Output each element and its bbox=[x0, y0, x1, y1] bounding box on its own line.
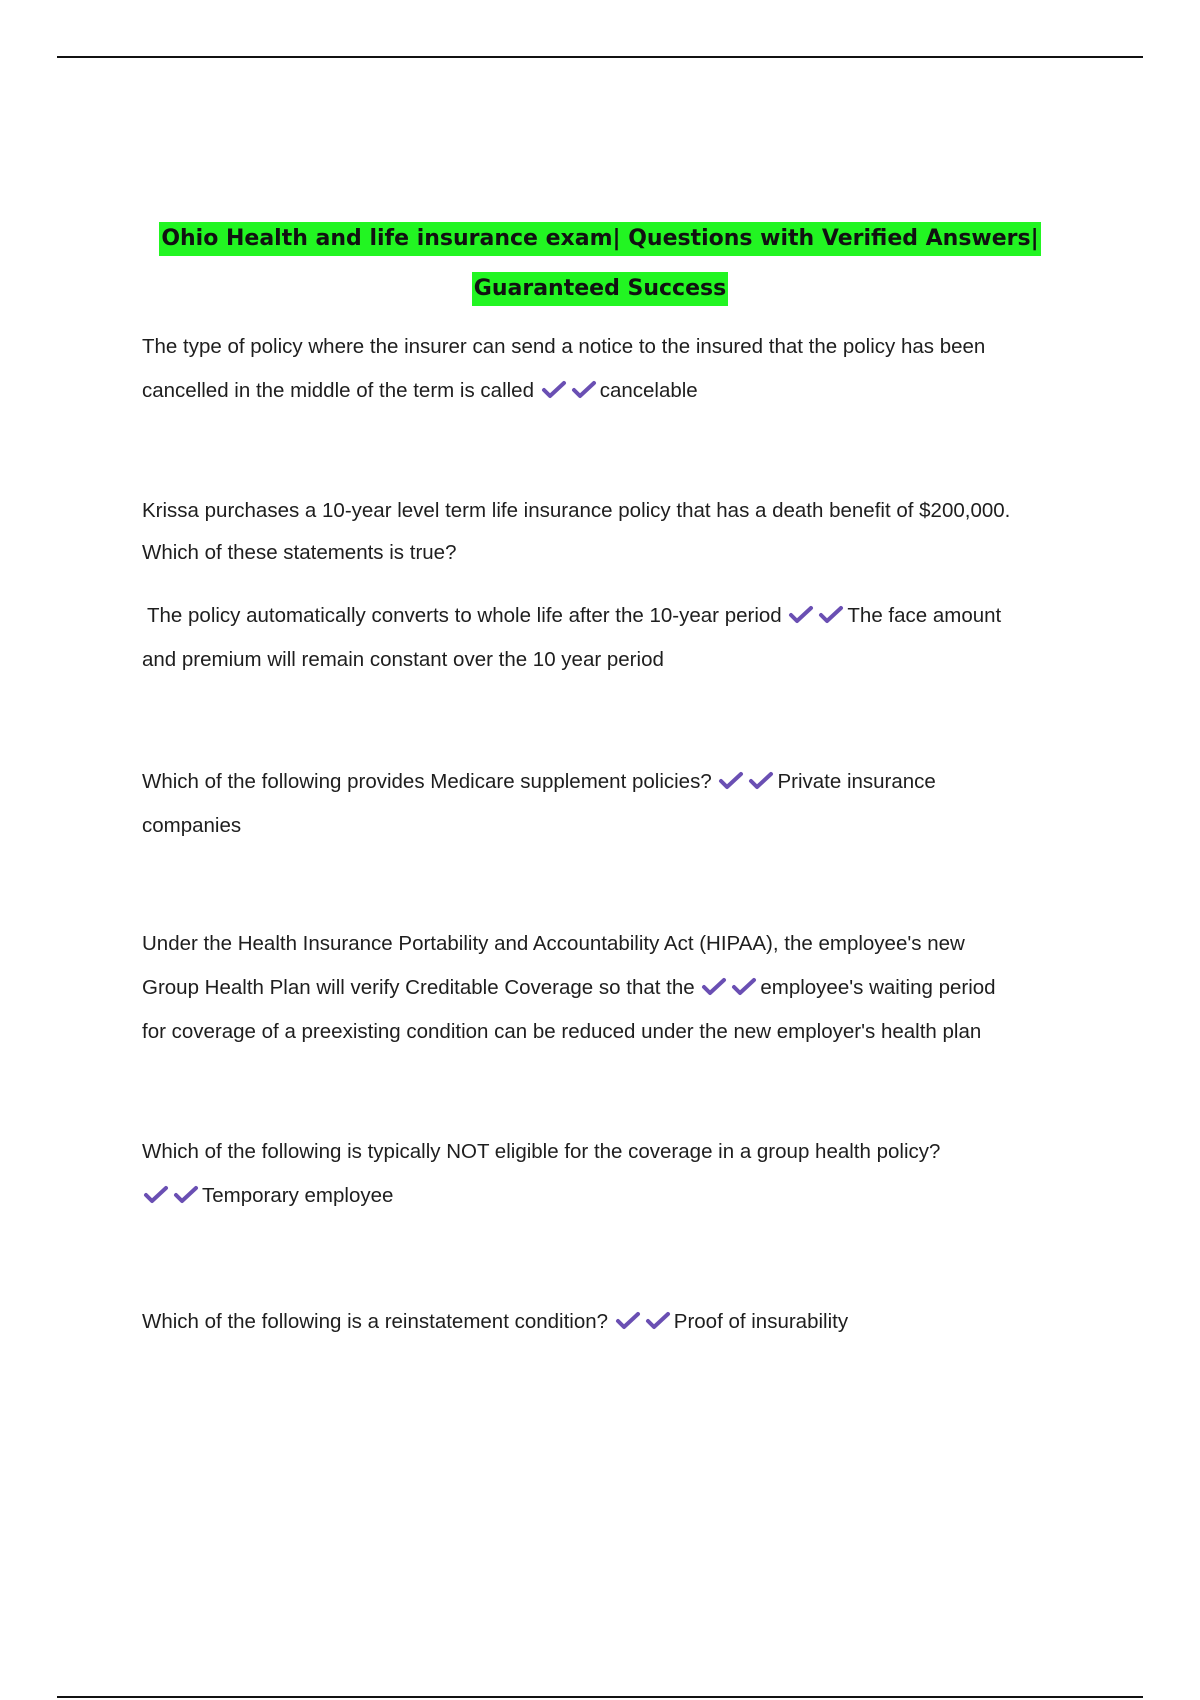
check-icon bbox=[615, 1311, 641, 1331]
answer-text: The face amount bbox=[847, 604, 1002, 627]
qa-item-2 bbox=[142, 490, 1072, 682]
check-icon bbox=[701, 977, 727, 997]
answer-line bbox=[142, 1174, 1072, 1218]
question-line: The type of policy where the insurer can send a notice to the insured that the policy has been bbox=[142, 335, 986, 358]
qa-item-6 bbox=[142, 1300, 1072, 1344]
question-answer-line bbox=[142, 369, 1072, 413]
question-text: The policy automatically converts to whole life after the 10-year period bbox=[147, 604, 782, 627]
question-text: Group Health Plan will verify Creditable Coverage so that the bbox=[142, 976, 695, 999]
question-answer-line bbox=[142, 594, 1072, 638]
qa-item-4 bbox=[142, 922, 1072, 1054]
question-line: Under the Health Insurance Portability and Accountability Act (HIPAA), the employee's new bbox=[142, 932, 965, 955]
answer-text: Temporary employee bbox=[202, 1184, 394, 1207]
answer-line: companies bbox=[142, 814, 242, 837]
check-icon bbox=[788, 605, 814, 625]
question-line: Which of these statements is true? bbox=[142, 541, 457, 564]
answer-text: employee's waiting period bbox=[760, 976, 996, 999]
title-line-1: Ohio Health and life insurance exam| Questions with Verified Answers| bbox=[159, 222, 1040, 256]
bottom-rule bbox=[57, 1696, 1143, 1698]
question-answer-line bbox=[142, 966, 1072, 1010]
question-text: Which of the following provides Medicare supplement policies? bbox=[142, 770, 712, 793]
qa-item-5 bbox=[142, 1130, 1072, 1218]
qa-item-3 bbox=[142, 760, 1072, 848]
check-icon bbox=[718, 771, 744, 791]
top-rule bbox=[57, 56, 1143, 58]
answer-text: Private insurance bbox=[777, 770, 936, 793]
check-icon bbox=[731, 977, 757, 997]
check-icon bbox=[818, 605, 844, 625]
check-icon bbox=[173, 1185, 199, 1205]
check-icon bbox=[748, 771, 774, 791]
title-line-2: Guaranteed Success bbox=[472, 272, 728, 306]
check-icon bbox=[541, 380, 567, 400]
check-icon bbox=[143, 1185, 169, 1205]
answer-line: and premium will remain constant over the 10 year period bbox=[142, 648, 664, 671]
qa-item-1 bbox=[142, 325, 1072, 413]
answer-text: cancelable bbox=[599, 379, 698, 402]
question-answer-line bbox=[142, 1300, 1072, 1344]
question-answer-line bbox=[142, 760, 1072, 804]
answer-text: Proof of insurability bbox=[673, 1310, 849, 1333]
check-icon bbox=[571, 380, 597, 400]
question-line: Which of the following is typically NOT eligible for the coverage in a group health policy? bbox=[142, 1140, 941, 1163]
answer-line: for coverage of a preexisting condition can be reduced under the new employer's health plan bbox=[142, 1020, 982, 1043]
question-line: Krissa purchases a 10-year level term life insurance policy that has a death benefit of $200,000. bbox=[142, 499, 1011, 522]
document-title bbox=[0, 214, 1200, 314]
check-icon bbox=[645, 1311, 671, 1331]
question-text: cancelled in the middle of the term is called bbox=[142, 379, 534, 402]
question-text: Which of the following is a reinstatement condition? bbox=[142, 1310, 609, 1333]
